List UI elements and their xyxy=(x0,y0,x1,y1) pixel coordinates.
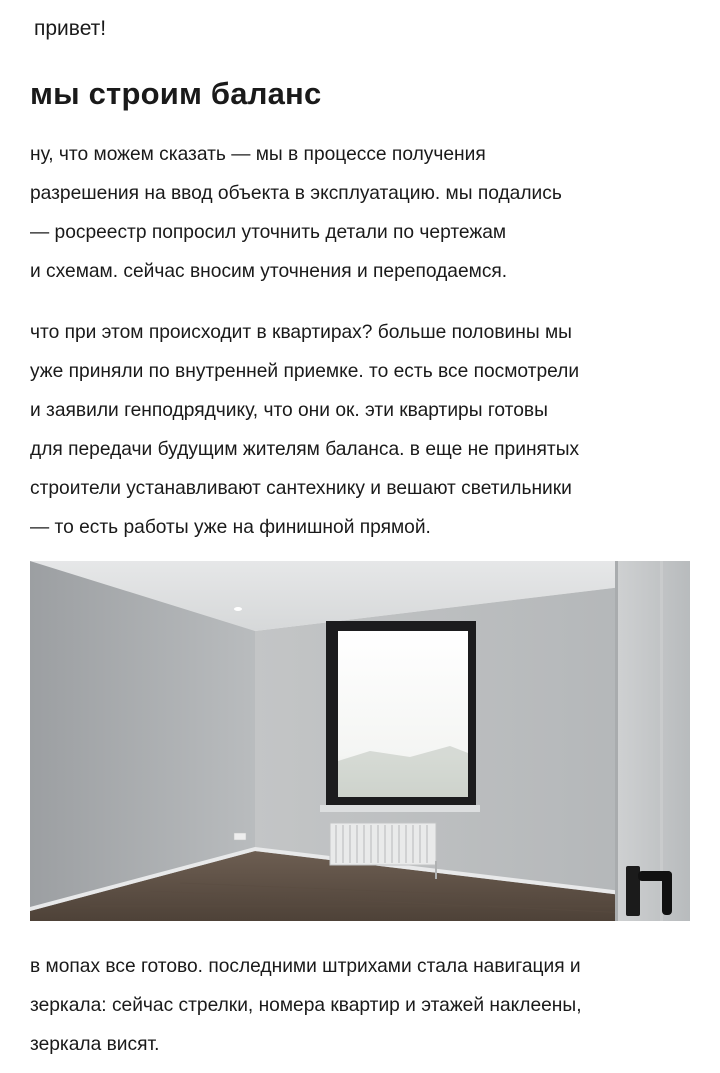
paragraph-line: в мопах все готово. последними штрихами стала навигация и xyxy=(30,956,581,977)
paragraph-line: для передачи будущим жителям баланса. в еще не принятых xyxy=(30,439,580,460)
paragraph-line: ну, что можем сказать — мы в процессе получения xyxy=(30,144,486,165)
paragraph-line: что при этом происходит в квартирах? больше половины мы xyxy=(30,322,572,343)
paragraph-line: и схемам. сейчас вносим уточнения и переподаемся. xyxy=(30,261,508,282)
paragraph-line: и заявили генподрядчику, что они ок. эти квартиры готовы xyxy=(30,400,548,421)
paragraph-common-areas-status xyxy=(30,947,710,1064)
paragraph-permit-status xyxy=(30,135,710,291)
paragraph-line: зеркала висят. xyxy=(30,1034,160,1055)
greeting-text: привет! xyxy=(34,17,107,40)
paragraph-line: — то есть работы уже на финишной прямой. xyxy=(30,517,431,538)
paragraph-line: уже приняли по внутренней приемке. то есть все посмотрели xyxy=(30,361,580,382)
paragraph-line: зеркала: сейчас стрелки, номера квартир и этажей наклеены, xyxy=(30,995,582,1016)
paragraph-line: — росреестр попросил уточнить детали по чертежам xyxy=(30,222,507,243)
room-photo xyxy=(30,561,690,921)
paragraph-apartments-status xyxy=(30,313,710,547)
article-heading: мы строим баланс xyxy=(30,76,322,111)
paragraph-line: разрешения на ввод объекта в эксплуатацию. мы подались xyxy=(30,183,562,204)
paragraph-line: строители устанавливают сантехнику и вешают светильники xyxy=(30,478,572,499)
